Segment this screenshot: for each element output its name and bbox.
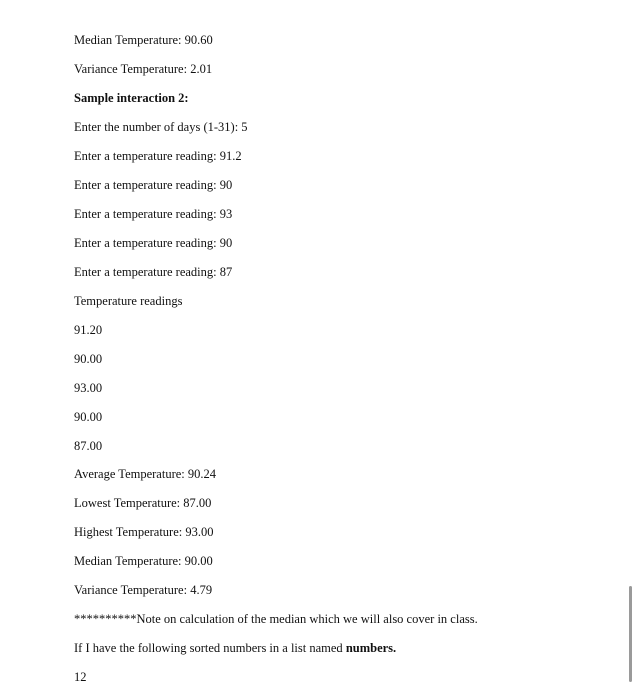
reading-value-5: 87.00 [74, 439, 103, 453]
days-prompt-line: Enter the number of days (1-31): 5 [74, 120, 248, 134]
reading-value-2: 90.00 [74, 352, 103, 366]
sample-interaction-heading: Sample interaction 2: [74, 91, 189, 105]
sorted-numbers-intro-line [74, 640, 396, 656]
median-note-line: **********Note on calculation of the median which we will also cover in class. [74, 612, 478, 626]
reading-value-1: 91.20 [74, 323, 103, 337]
reading-value-4: 90.00 [74, 410, 103, 424]
number-value-line: 12 [74, 670, 87, 684]
temperature-reading-prompt-4: Enter a temperature reading: 90 [74, 236, 233, 250]
lowest-temperature-line: Lowest Temperature: 87.00 [74, 496, 212, 510]
reading-value-3: 93.00 [74, 381, 103, 395]
average-temperature-line: Average Temperature: 90.24 [74, 467, 217, 481]
variance-temperature-line-2: Variance Temperature: 4.79 [74, 583, 213, 597]
temperature-reading-prompt-1: Enter a temperature reading: 91.2 [74, 149, 242, 163]
temperature-reading-prompt-2: Enter a temperature reading: 90 [74, 178, 233, 192]
temperature-reading-prompt-3: Enter a temperature reading: 93 [74, 207, 233, 221]
median-temperature-line-1: Median Temperature: 90.60 [74, 33, 213, 47]
temperature-reading-prompt-5: Enter a temperature reading: 87 [74, 265, 233, 279]
sorted-numbers-intro-text: If I have the following sorted numbers in a list named [74, 641, 346, 655]
median-temperature-line-2: Median Temperature: 90.00 [74, 554, 213, 568]
temperature-readings-heading: Temperature readings [74, 294, 183, 308]
numbers-list-name: numbers. [345, 641, 397, 655]
highest-temperature-line: Highest Temperature: 93.00 [74, 525, 214, 539]
vertical-scrollbar[interactable] [629, 586, 632, 682]
variance-temperature-line-1: Variance Temperature: 2.01 [74, 62, 213, 76]
